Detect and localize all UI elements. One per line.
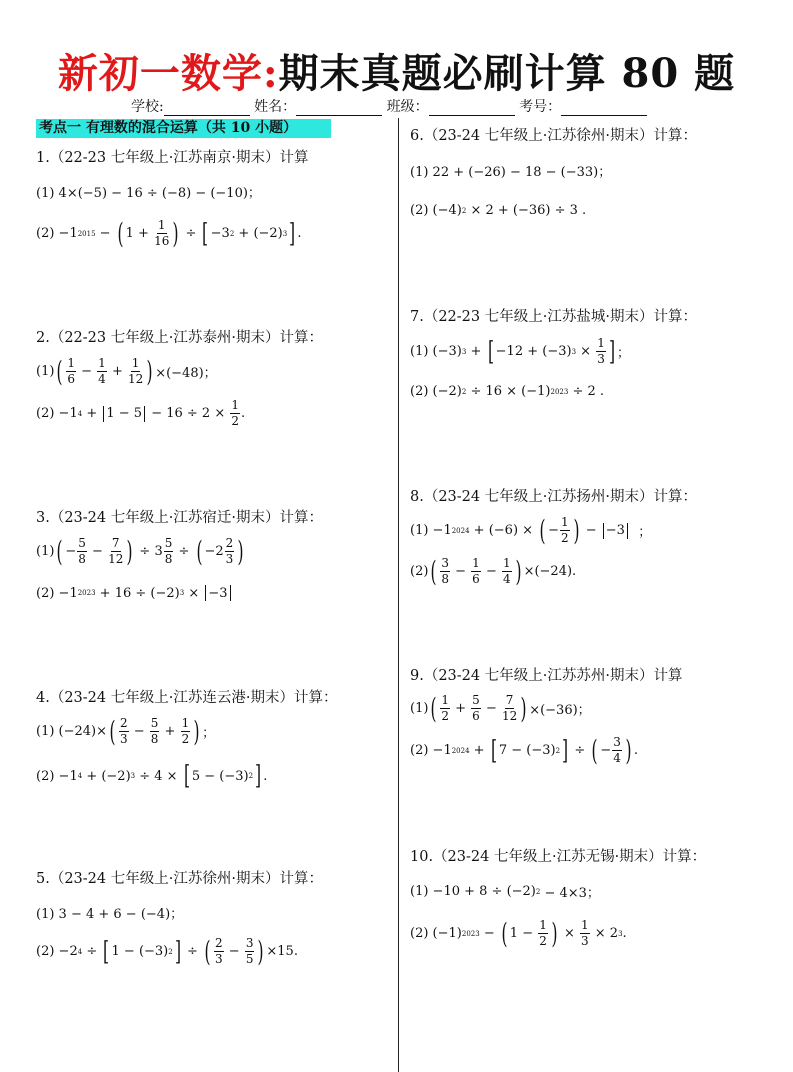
denominator: 3 — [597, 352, 605, 366]
expr-text: ×(−24). — [523, 564, 577, 579]
expr-text: ×(−48)； — [155, 366, 217, 381]
fraction — [560, 515, 570, 546]
fraction — [612, 735, 622, 766]
problem-5-part-2: (2) −2 4 ÷ [ 1 − (−3) 2 ] ÷ ( $\frac{2}{3}$ − $\frac{3}{5}$ ) ×15. — [36, 934, 298, 968]
expr-text: + — [466, 344, 486, 359]
problem-4-part-1 — [36, 716, 215, 747]
fraction — [97, 356, 107, 387]
expr-text: − — [129, 724, 149, 739]
class-label: 班级： — [386, 99, 429, 115]
problem-7-part-1: (1) (−3) 3 + [ −12 + (−3) 3 × $\frac{1}{3}$ ] ； — [410, 336, 631, 367]
expr-text: (2) −1 — [36, 585, 78, 601]
expr-text: (2) (−2) — [410, 384, 462, 399]
expr-text: (1) — [36, 544, 55, 559]
left-paren: ( — [430, 554, 437, 588]
expr-text: × 2 — [590, 926, 619, 941]
fraction — [230, 398, 240, 429]
problem-8-title: 8.（23-24 七年级上·江苏扬州·期末）计算： — [410, 489, 697, 505]
numerator: 1 — [580, 918, 589, 932]
denominator: 2 — [561, 531, 569, 545]
fraction — [440, 693, 450, 724]
left-paren: ( — [539, 513, 546, 547]
left-paren: ( — [591, 733, 598, 767]
right-bracket: ] — [608, 336, 615, 367]
problem-2-part-2: (2) −1 4 + 1 − 5 − 16 ÷ 2 × $\frac{1}{2}$ . — [36, 398, 246, 428]
fraction — [164, 536, 174, 567]
fraction — [77, 536, 87, 567]
expr-text: (1) −10 + 8 ÷ (−2) — [410, 884, 536, 899]
expr-text: (2) — [410, 564, 429, 579]
problem-4-title: 4.（23-24 七年级上·江苏连云港·期末）计算： — [36, 690, 338, 706]
denominator: 6 — [472, 572, 480, 586]
expr-text: − — [479, 926, 499, 941]
right-paren: ) — [257, 934, 264, 968]
expr-text: + — [82, 406, 102, 421]
abs-bar — [627, 523, 628, 539]
numerator: 1 — [131, 356, 140, 370]
section-heading: 考点一 有理数的混合运算（共 10 小题） — [36, 119, 331, 138]
expr-text: − — [95, 226, 115, 241]
expr-text: −3 — [208, 585, 228, 601]
right-bracket: ] — [174, 936, 181, 967]
denominator: 12 — [127, 372, 144, 386]
problem-2-part-1 — [36, 356, 217, 387]
expr-text: − — [481, 564, 501, 579]
fraction — [181, 716, 191, 747]
numerator: 7 — [111, 536, 120, 550]
expr-text: (1) (−3) — [410, 344, 462, 359]
expr-text: ； — [617, 346, 631, 361]
numerator: 1 — [597, 336, 605, 350]
right-paren: ) — [126, 534, 133, 568]
left-bracket: [ — [183, 761, 190, 791]
left-paren: ( — [117, 216, 124, 250]
fraction — [66, 356, 76, 387]
numerator: 2 — [215, 936, 223, 950]
expr-text: −3 — [210, 226, 230, 241]
abs-bar — [103, 406, 104, 422]
numerator: 1 — [472, 556, 480, 570]
numerator: 1 — [561, 515, 569, 529]
problem-3-part-1 — [36, 536, 246, 567]
expr-text: (2) −1 — [410, 743, 452, 758]
expr-text: ×15. — [266, 944, 298, 959]
problem-3-title: 3.（23-24 七年级上·江苏宿迁·期末）计算： — [36, 510, 323, 526]
expr-text: ÷ — [182, 944, 203, 959]
numerator: 1 — [67, 356, 75, 370]
left-paren: ( — [196, 534, 203, 568]
name-label: 姓名： — [254, 99, 297, 115]
fraction — [502, 556, 512, 587]
problem-10-part-1: (1) −10 + 8 ÷ (−2) 2 − 4×3； — [410, 884, 600, 901]
right-paren: ) — [551, 916, 558, 950]
numerator: 5 — [78, 536, 86, 550]
denominator: 8 — [78, 552, 86, 566]
numerator: 7 — [505, 693, 514, 707]
title-red-part: 新初一数学: — [57, 50, 279, 97]
expr-text: × — [559, 926, 579, 941]
expr-text: (1) 22 + (−26) − 18 − (−33)； — [410, 165, 612, 180]
fraction — [128, 356, 143, 387]
expr-text: 1 + — [125, 226, 154, 241]
left-bracket: [ — [487, 336, 494, 367]
expr-text: − — [600, 743, 612, 758]
fraction — [154, 218, 169, 249]
left-paren: ( — [501, 916, 508, 950]
denominator: 4 — [502, 572, 511, 586]
right-paren: ) — [515, 554, 522, 588]
problem-8-part-2 — [410, 556, 576, 587]
problem-10-part-2: (2) (−1) 2023 − ( 1 − $\frac{1}{2}$ ) × $\frac{1}{3}$ × 2 3 . — [410, 916, 627, 950]
problem-6-part-2: (2) (−4) 2 × 2 + (−36) ÷ 3 . — [410, 203, 587, 218]
expr-text: −3 — [605, 523, 625, 538]
left-bracket: [ — [202, 218, 209, 249]
expr-text: . — [633, 743, 638, 758]
number-label: 考号： — [519, 99, 562, 115]
expr-text: + — [107, 364, 127, 379]
right-bracket: ] — [255, 761, 262, 791]
title-black-part: 期末真题必刷计算 80 题 — [278, 50, 736, 97]
numerator: 1 — [98, 356, 106, 370]
numerator: 5 — [472, 693, 480, 707]
right-paren: ) — [237, 534, 244, 568]
expr-text: + — [451, 701, 471, 716]
right-paren: ) — [193, 714, 200, 748]
fraction — [580, 918, 590, 949]
denominator: 12 — [501, 709, 518, 723]
expr-text: . — [263, 768, 268, 784]
expr-text: + (−2) — [234, 226, 283, 241]
numerator: 2 — [119, 716, 128, 730]
expr-text: × 2 + (−36) ÷ 3 . — [466, 203, 587, 218]
left-paren: ( — [109, 714, 116, 748]
expr-text: (2) (−1) — [410, 926, 462, 941]
problem-3-part-2: (2) −1 2023 + 16 ÷ (−2) 3 × −3 — [36, 585, 233, 601]
abs-bar — [603, 523, 604, 539]
right-paren: ) — [573, 513, 580, 547]
expr-text: − — [548, 523, 560, 538]
fraction — [471, 556, 481, 587]
fraction — [214, 936, 224, 967]
expr-text: − — [481, 701, 501, 716]
student-info-line — [131, 96, 647, 116]
numerator: 1 — [231, 398, 239, 412]
problem-6-part-1 — [410, 161, 611, 180]
numerator: 1 — [441, 693, 449, 707]
expr-text: ÷ — [181, 226, 201, 241]
denominator: 2 — [231, 414, 239, 428]
problem-2-title: 2.（22-23 七年级上·江苏泰州·期末）计算： — [36, 330, 323, 346]
expr-text: (2) −2 — [36, 944, 78, 959]
expr-text: ； — [629, 525, 652, 540]
expr-text: − — [581, 523, 601, 538]
expr-text: ÷ 2 . — [568, 384, 605, 399]
expr-text: 1 − 5 — [106, 406, 143, 421]
denominator: 6 — [472, 709, 480, 723]
abs-bar — [144, 406, 145, 422]
denominator: 4 — [613, 751, 621, 765]
denominator: 3 — [215, 952, 223, 966]
denominator: 8 — [150, 732, 159, 746]
left-paren: ( — [204, 934, 211, 968]
problem-8-part-1: (1) −1 2024 + (−6) × ( − $\frac{1}{2}$ ) − −3 ； — [410, 513, 652, 547]
expr-text: × — [576, 344, 596, 359]
denominator: 2 — [441, 709, 449, 723]
right-paren: ) — [172, 216, 179, 250]
expr-text: 7 − (−3) — [498, 743, 556, 758]
expr-text: −12 + (−3) — [495, 344, 572, 359]
fraction — [119, 716, 129, 747]
denominator: 5 — [245, 952, 254, 966]
expr-text: (1) −1 — [410, 523, 452, 538]
expr-text: − 4×3； — [540, 886, 600, 901]
left-bracket: [ — [103, 936, 110, 967]
expr-text: . — [297, 226, 302, 241]
expr-text: + — [160, 724, 180, 739]
class-field[interactable] — [429, 101, 515, 116]
expr-text: + (−2) — [82, 768, 131, 784]
fraction — [108, 536, 123, 567]
fraction — [150, 716, 160, 747]
right-bracket: ] — [562, 735, 569, 766]
expr-text: × — [184, 585, 204, 601]
expr-text: + — [469, 743, 489, 758]
expr-text: 1 − (−3) — [111, 944, 169, 959]
left-paren: ( — [56, 354, 63, 388]
abs-bar — [205, 585, 206, 601]
right-paren: ) — [520, 691, 527, 725]
expr-text: 1 − — [509, 926, 538, 941]
denominator: 4 — [98, 372, 106, 386]
problem-6-title: 6.（23-24 七年级上·江苏徐州·期末）计算： — [410, 128, 697, 144]
expr-text: − 16 ÷ 2 × — [147, 406, 230, 421]
expr-text: 5 − (−3) — [191, 768, 249, 784]
number-field[interactable] — [561, 101, 647, 116]
denominator: 3 — [119, 732, 128, 746]
expr-text: + (−6) × — [469, 523, 538, 538]
denominator: 12 — [108, 552, 124, 566]
right-paren: ) — [625, 733, 632, 767]
expr-text: − — [224, 944, 244, 959]
page-title — [0, 42, 793, 99]
problem-7-title: 7.（22-23 七年级上·江苏盐城·期末）计算： — [410, 309, 697, 325]
fraction — [502, 693, 517, 724]
expr-text: ÷ — [570, 743, 590, 758]
problem-9-part-2: (2) −1 2024 + [ 7 − (−3) 2 ] ÷ ( − $\frac{3}{4}$ ) . — [410, 733, 638, 767]
expr-text: (1) (−24)× — [36, 724, 108, 739]
problem-5-part-1 — [36, 903, 183, 922]
abs-bar — [230, 585, 231, 601]
expr-text: . — [241, 406, 246, 421]
expr-text: ÷ 4 × — [135, 768, 182, 784]
problem-9-part-1 — [410, 693, 591, 724]
expr-text: ÷ 3 — [135, 544, 163, 559]
left-paren: ( — [430, 691, 437, 725]
right-paren: ) — [146, 354, 153, 388]
problem-10-title: 10.（23-24 七年级上·江苏无锡·期末）计算： — [410, 849, 707, 865]
problem-1-part-2: (2) −1 2015 − ( 1 + $\frac{1}{16}$ ) ÷ [ −3 2 + (−2) 3 ] . — [36, 216, 302, 250]
fraction — [538, 918, 548, 949]
denominator: 6 — [67, 372, 75, 386]
problem-4-part-2: (2) −1 4 + (−2) 3 ÷ 4 × [ 5 − (−3) 2 ] . — [36, 761, 268, 791]
right-bracket: ] — [289, 218, 296, 249]
expr-text: (1) — [36, 364, 55, 379]
expr-text: ÷ — [82, 944, 102, 959]
expr-text: + 16 ÷ (−2) — [95, 585, 180, 601]
numerator: 3 — [245, 936, 254, 950]
numerator: 3 — [441, 556, 449, 570]
left-paren: ( — [56, 534, 63, 568]
expr-text: − — [87, 544, 108, 559]
numerator: 1 — [539, 918, 547, 932]
denominator: 2 — [539, 934, 547, 948]
numerator: 5 — [150, 716, 159, 730]
numerator: 5 — [164, 536, 173, 550]
expr-text: (1) 4×(−5) − 16 ÷ (−8) − (−10)； — [36, 186, 261, 201]
expr-text: (1) — [410, 701, 429, 716]
problem-1-title: 1.（22-23 七年级上·江苏南京·期末）计算 — [36, 150, 309, 166]
fraction — [225, 536, 235, 567]
expr-text: (2) −1 — [36, 226, 78, 241]
numerator: 1 — [157, 218, 166, 232]
fraction — [471, 693, 481, 724]
expr-text: (2) (−4) — [410, 203, 462, 218]
expr-text: − — [451, 564, 471, 579]
expr-text: − — [77, 364, 97, 379]
fraction — [245, 936, 255, 967]
numerator: 1 — [502, 556, 511, 570]
expr-text: ×(−36)； — [529, 703, 591, 718]
numerator: 3 — [613, 735, 621, 749]
expr-text: −2 — [204, 544, 224, 559]
expr-text: ÷ 16 × (−1) — [466, 384, 551, 399]
name-field[interactable] — [296, 101, 382, 116]
expr-text: (2) −1 — [36, 768, 78, 784]
expr-text: . — [622, 926, 627, 941]
numerator: 2 — [225, 536, 234, 550]
expr-text: ÷ — [174, 544, 194, 559]
expr-text: ； — [202, 726, 216, 741]
problem-7-part-2: (2) (−2) 2 ÷ 16 × (−1) 2023 ÷ 2 . — [410, 384, 605, 399]
expr-text: (2) −1 — [36, 406, 78, 421]
left-bracket: [ — [490, 735, 497, 766]
denominator: 16 — [154, 234, 170, 248]
school-label: 学校: — [131, 99, 164, 115]
expr-text: − — [65, 544, 77, 559]
denominator: 3 — [225, 552, 234, 566]
problem-5-title: 5.（23-24 七年级上·江苏徐州·期末）计算： — [36, 871, 323, 887]
denominator: 2 — [181, 732, 190, 746]
problem-1-part-1 — [36, 182, 261, 201]
denominator: 3 — [580, 934, 589, 948]
school-field[interactable] — [164, 101, 250, 116]
fraction — [596, 336, 606, 367]
problem-9-title: 9.（23-24 七年级上·江苏苏州·期末）计算 — [410, 668, 683, 684]
denominator: 8 — [164, 552, 173, 566]
fraction — [440, 556, 450, 587]
column-divider — [398, 118, 399, 1072]
numerator: 1 — [181, 716, 190, 730]
expr-text: (1) 3 − 4 + 6 − (−4)； — [36, 907, 184, 922]
denominator: 8 — [441, 572, 449, 586]
